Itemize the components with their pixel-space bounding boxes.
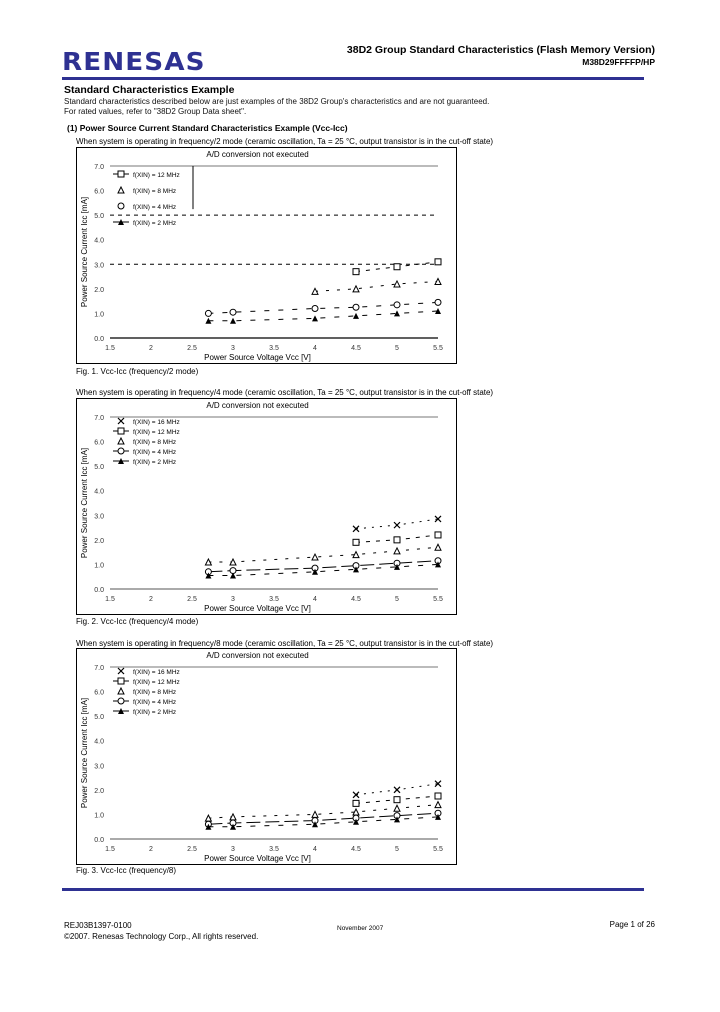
y-tick-label: 4.0 xyxy=(94,237,104,245)
x-tick-label: 2.5 xyxy=(187,345,197,352)
y-tick-label: 1.0 xyxy=(94,562,104,570)
legend-label: f(XIN) = 8 MHz xyxy=(133,689,177,696)
x-tick-label: 5.5 xyxy=(433,596,443,603)
y-axis-label: Power Source Current Icc [mA] xyxy=(80,697,89,809)
x-tick-label: 3 xyxy=(231,846,235,853)
chart-title: A/D conversion not executed xyxy=(206,150,309,159)
renesas-logo: RENESAS xyxy=(62,47,206,76)
x-tick-label: 5.5 xyxy=(433,345,443,352)
legend-label: f(XIN) = 8 MHz xyxy=(133,188,177,195)
y-tick-label: 2.0 xyxy=(94,537,104,545)
legend-label: f(XIN) = 2 MHz xyxy=(133,459,177,466)
footer-left xyxy=(64,920,258,942)
data-point-marker xyxy=(394,787,400,793)
y-tick-label: 7.0 xyxy=(94,164,104,171)
y-tick-label: 5.0 xyxy=(94,714,104,722)
x-tick-label: 4.5 xyxy=(351,345,361,352)
series-f-xin-8-mhz xyxy=(205,802,441,822)
data-point-marker xyxy=(394,302,400,308)
copyright: ©2007. Renesas Technology Corp., All rights reserved. xyxy=(64,932,259,941)
y-tick-label: 4.0 xyxy=(94,488,104,496)
intro-line-1: Standard characteristics described below are just examples of the 38D2 Group's characteristics and are not guaranteed. xyxy=(64,97,490,106)
header-rule xyxy=(62,77,644,80)
legend-marker-icon xyxy=(118,678,124,684)
data-point-marker xyxy=(435,544,441,550)
x-tick-label: 2.5 xyxy=(187,846,197,853)
y-axis-label: Power Source Current Icc [mA] xyxy=(80,447,89,559)
data-point-marker xyxy=(312,554,318,560)
y-tick-label: 3.0 xyxy=(94,763,104,771)
legend-label: f(XIN) = 2 MHz xyxy=(133,220,177,227)
y-tick-label: 0.0 xyxy=(94,837,104,844)
legend-label: f(XIN) = 4 MHz xyxy=(133,204,177,211)
x-tick-label: 1.5 xyxy=(105,596,115,603)
x-tick-label: 4 xyxy=(313,345,317,352)
figure-2-caption: Fig. 2. Vcc-Icc (frequency/4 mode) xyxy=(76,617,199,626)
legend-marker-icon xyxy=(118,698,124,704)
x-tick-label: 1.5 xyxy=(105,846,115,853)
x-tick-label: 2.5 xyxy=(187,596,197,603)
x-tick-label: 3.5 xyxy=(269,846,279,853)
y-tick-label: 6.0 xyxy=(94,689,104,697)
legend-label: f(XIN) = 2 MHz xyxy=(133,709,177,716)
data-point-marker xyxy=(353,304,359,310)
data-point-marker xyxy=(394,522,400,528)
figure-2-chart xyxy=(76,398,457,615)
legend-marker-icon xyxy=(118,203,124,209)
series-f-xin-2-mhz xyxy=(205,814,441,830)
x-tick-label: 4 xyxy=(313,596,317,603)
y-tick-label: 6.0 xyxy=(94,188,104,196)
x-tick-label: 4 xyxy=(313,846,317,853)
legend-label: f(XIN) = 12 MHz xyxy=(133,172,180,179)
series-f-xin-8-mhz xyxy=(312,278,441,294)
x-tick-label: 4.5 xyxy=(351,846,361,853)
y-tick-label: 2.0 xyxy=(94,286,104,294)
legend-label: f(XIN) = 12 MHz xyxy=(133,679,180,686)
legend-marker-icon xyxy=(118,668,124,674)
x-tick-label: 5 xyxy=(395,596,399,603)
series-f-xin-12-mhz xyxy=(353,532,441,545)
y-tick-label: 1.0 xyxy=(94,311,104,319)
chart-legend xyxy=(113,418,180,466)
x-tick-label: 4.5 xyxy=(351,596,361,603)
legend-label: f(XIN) = 12 MHz xyxy=(133,429,180,436)
data-point-marker xyxy=(394,537,400,543)
y-tick-label: 6.0 xyxy=(94,439,104,447)
legend-marker-icon xyxy=(118,448,124,454)
legend-label: f(XIN) = 16 MHz xyxy=(133,669,180,676)
data-point-marker xyxy=(353,286,359,292)
x-tick-label: 2 xyxy=(149,846,153,853)
document-title: 38D2 Group Standard Characteristics (Flash Memory Version) xyxy=(346,44,655,56)
data-point-marker xyxy=(312,306,318,312)
data-point-marker xyxy=(435,793,441,799)
legend-label: f(XIN) = 4 MHz xyxy=(133,699,177,706)
section-title: Standard Characteristics Example xyxy=(64,84,235,96)
data-point-marker xyxy=(353,539,359,545)
data-point-marker xyxy=(394,264,400,270)
data-point-marker xyxy=(205,310,211,316)
x-tick-label: 3.5 xyxy=(269,345,279,352)
legend-marker-icon xyxy=(118,187,124,193)
y-tick-label: 1.0 xyxy=(94,812,104,820)
data-point-marker xyxy=(394,281,400,287)
series-f-xin-16-mhz xyxy=(353,516,441,532)
data-point-marker xyxy=(230,318,236,324)
data-point-marker xyxy=(394,805,400,811)
x-tick-label: 1.5 xyxy=(105,345,115,352)
data-point-marker xyxy=(312,811,318,817)
y-tick-label: 7.0 xyxy=(94,665,104,672)
legend-marker-icon xyxy=(118,171,124,177)
series-f-xin-8-mhz xyxy=(205,544,441,565)
data-point-marker xyxy=(353,313,359,319)
x-tick-label: 5.5 xyxy=(433,846,443,853)
x-tick-label: 3 xyxy=(231,596,235,603)
legend-marker-icon xyxy=(118,438,124,444)
figure-1-condition: When system is operating in frequency/2 mode (ceramic oscillation, Ta = 25 °C, output transistor is in the cut-off state) xyxy=(76,137,494,146)
data-point-marker xyxy=(435,259,441,265)
figure-3-caption: Fig. 3. Vcc-Icc (frequency/8) xyxy=(76,866,177,875)
y-tick-label: 7.0 xyxy=(94,415,104,422)
x-axis-label: Power Source Voltage Vcc [V] xyxy=(204,854,311,863)
data-point-marker xyxy=(353,269,359,275)
legend-marker-icon xyxy=(118,418,124,424)
intro-line-2: For rated values, refer to "38D2 Group Data sheet". xyxy=(64,107,247,116)
chart-legend xyxy=(113,171,180,227)
data-point-marker xyxy=(353,800,359,806)
footer-rule xyxy=(62,888,644,891)
data-point-marker xyxy=(435,802,441,808)
x-tick-label: 5 xyxy=(395,846,399,853)
publication-date: November 2007 xyxy=(337,925,384,932)
series-f-xin-4-mhz xyxy=(205,299,441,316)
y-tick-label: 4.0 xyxy=(94,738,104,746)
y-tick-label: 5.0 xyxy=(94,464,104,472)
series-f-xin-16-mhz xyxy=(353,781,441,798)
y-tick-label: 5.0 xyxy=(94,213,104,221)
data-point-marker xyxy=(230,309,236,315)
x-tick-label: 2 xyxy=(149,345,153,352)
legend-label: f(XIN) = 8 MHz xyxy=(133,439,177,446)
y-tick-label: 0.0 xyxy=(94,587,104,594)
subsection-title: (1) Power Source Current Standard Characteristics Example (Vcc-Icc) xyxy=(67,123,348,133)
legend-label: f(XIN) = 16 MHz xyxy=(133,419,180,426)
data-point-marker xyxy=(394,797,400,803)
x-tick-label: 2 xyxy=(149,596,153,603)
y-tick-label: 0.0 xyxy=(94,336,104,343)
chart-legend xyxy=(113,668,180,716)
data-point-marker xyxy=(394,548,400,554)
x-axis-label: Power Source Voltage Vcc [V] xyxy=(204,604,311,613)
page-number: Page 1 of 26 xyxy=(609,920,655,929)
figure-1-caption: Fig. 1. Vcc-Icc (frequency/2 mode) xyxy=(76,367,199,376)
figure-3-chart xyxy=(76,648,457,865)
x-tick-label: 5 xyxy=(395,345,399,352)
data-point-marker xyxy=(353,792,359,798)
y-tick-label: 3.0 xyxy=(94,513,104,521)
series-f-xin-2-mhz xyxy=(205,308,441,324)
x-tick-label: 3.5 xyxy=(269,596,279,603)
data-point-marker xyxy=(435,532,441,538)
series-f-xin-12-mhz xyxy=(353,259,441,275)
data-point-marker xyxy=(230,572,236,578)
x-tick-label: 3 xyxy=(231,345,235,352)
legend-label: f(XIN) = 4 MHz xyxy=(133,449,177,456)
x-axis-label: Power Source Voltage Vcc [V] xyxy=(204,353,311,362)
y-tick-label: 3.0 xyxy=(94,262,104,270)
legend-marker-icon xyxy=(118,688,124,694)
chart-title: A/D conversion not executed xyxy=(206,401,309,410)
part-number: M38D29FFFFP/HP xyxy=(582,57,655,67)
figure-1-chart xyxy=(76,147,457,364)
data-point-marker xyxy=(435,299,441,305)
data-point-marker xyxy=(353,526,359,532)
document-number: REJ03B1397-0100 xyxy=(64,921,132,930)
figure-3-condition: When system is operating in frequency/8 mode (ceramic oscillation, Ta = 25 °C, output transistor is in the cut-off state) xyxy=(76,639,494,648)
y-axis-label: Power Source Current Icc [mA] xyxy=(80,196,89,308)
chart-title: A/D conversion not executed xyxy=(206,651,309,660)
data-point-marker xyxy=(312,315,318,321)
y-tick-label: 2.0 xyxy=(94,787,104,795)
legend-marker-icon xyxy=(118,428,124,434)
figure-2-condition: When system is operating in frequency/4 mode (ceramic oscillation, Ta = 25 °C, output transistor is in the cut-off state) xyxy=(76,388,494,397)
